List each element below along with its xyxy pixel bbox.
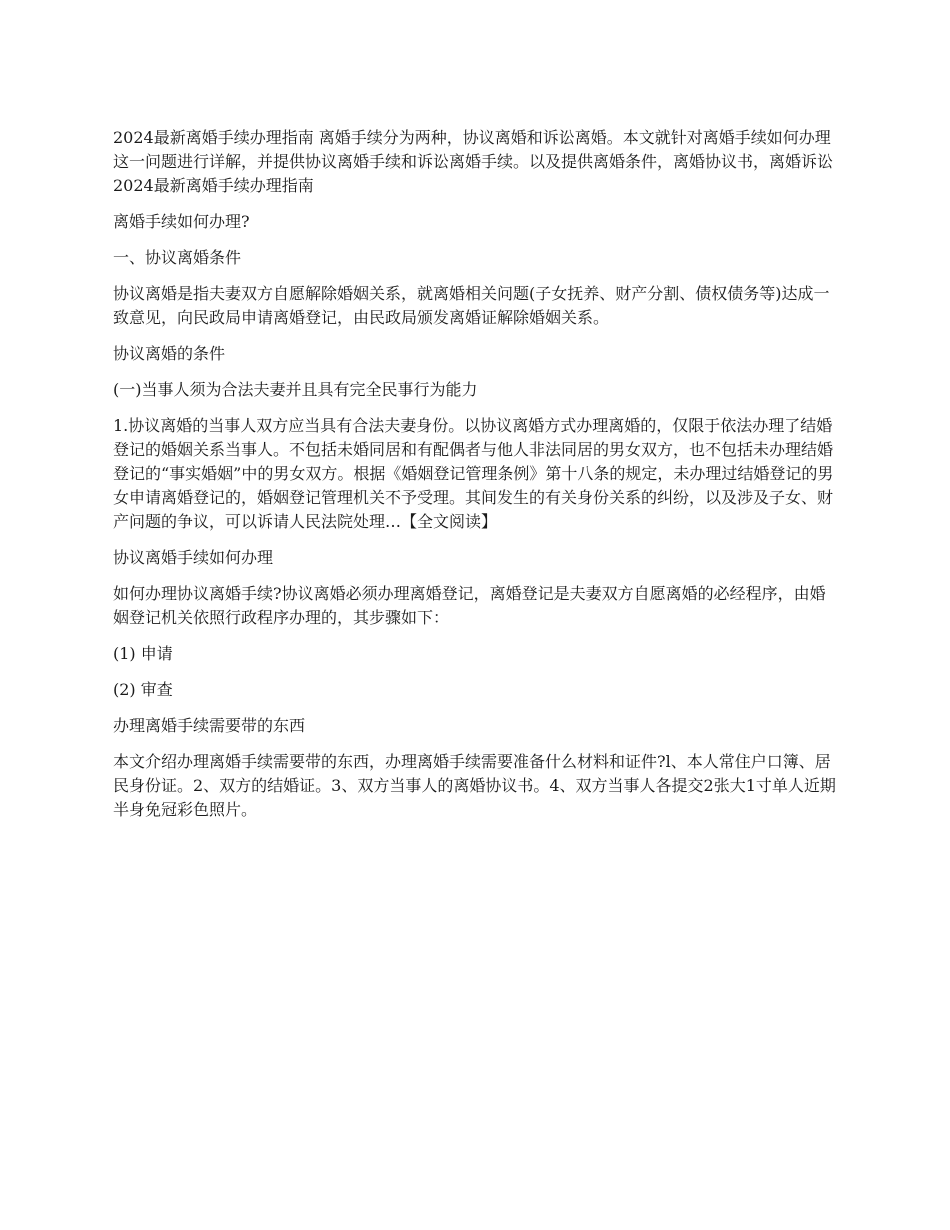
step-review: (2) 审查 [113,680,173,699]
section-heading-how-to: 离婚手续如何办理? [113,212,250,231]
required-items-paragraph: 本文介绍办理离婚手续需要带的东西，办理离婚手续需要准备什么材料和证件?l、本人常住户口簿、居民身份证。2、双方的结婚证。3、双方当事人的离婚协议书。4、双方当事人各提交2张大1寸单人近期半身免冠彩色照片。 [113,752,836,819]
condition-item-heading: (一)当事人须为合法夫妻并且具有完全民事行为能力 [113,380,478,399]
subheading-required-items: 办理离婚手续需要带的东西 [113,716,306,735]
condition-detail-paragraph: 1.协议离婚的当事人双方应当具有合法夫妻身份。以协议离婚方式办理离婚的，仅限于依法办理了结婚登记的婚姻关系当事人。不包括未婚同居和有配偶者与他人非法同居的男女双方，也不包括未办理结婚登记的“事实婚姻”中的男女双方。根据《婚姻登记管理条例》第十八条的规定，未办理过结婚登记的男女申请离婚登记的，婚姻登记管理机关不予受理。其间发生的有关身份关系的纠纷，以及涉及子女、财产问题的争议，可以诉请人民法院处理…【全文阅读】 [113,416,834,531]
subheading-agreement-conditions: 协议离婚的条件 [113,344,226,363]
agreement-definition-paragraph: 协议离婚是指夫妻双方自愿解除婚姻关系，就离婚相关问题(子女抚养、财产分割、债权债务等)达成一致意见，向民政局申请离婚登记，由民政局颁发离婚证解除婚姻关系。 [113,284,830,327]
section-heading-agreement-conditions: 一、协议离婚条件 [113,248,242,267]
procedure-paragraph: 如何办理协议离婚手续?协议离婚必须办理离婚登记，离婚登记是夫妻双方自愿离婚的必经程序，由婚姻登记机关依照行政程序办理的，其步骤如下： [113,584,826,627]
intro-paragraph: 2024最新离婚手续办理指南 离婚手续分为两种，协议离婚和诉讼离婚。本文就针对离婚手续如何办理这一问题进行详解，并提供协议离婚手续和诉讼离婚手续。以及提供离婚条件，离婚协议书，离婚诉讼 2024最新离婚手续办理指南 [113,128,834,195]
step-apply: (1) 申请 [113,644,173,663]
document-body [113,126,839,834]
subheading-agreement-procedure: 协议离婚手续如何办理 [113,548,274,567]
